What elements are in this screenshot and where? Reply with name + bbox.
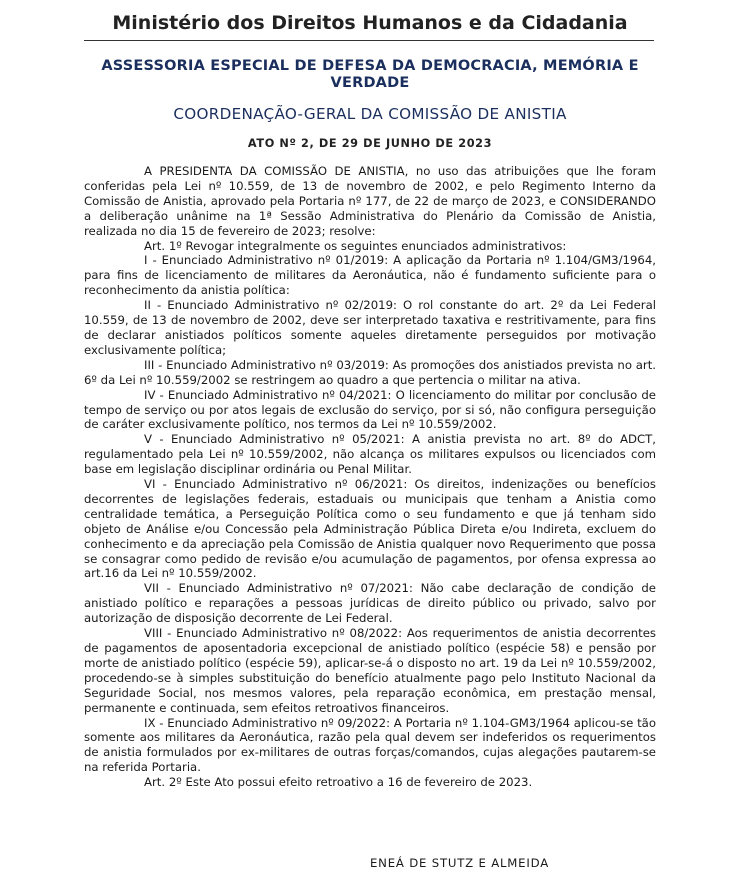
item-v: V - Enunciado Administrativo nº 05/2021: A anistia prevista no art. 8º do ADCT, regulamentado pela Lei nº 10.559/2002, não alcança os militares expulsos ou licenciados com base em legislação disciplinar ordinária ou Penal Militar. bbox=[84, 432, 656, 477]
item-ii: II - Enunciado Administrativo nº 02/2019: O rol constante do art. 2º da Lei Federal 10.559, de 13 de novembro de 2002, deve ser interpretado taxativa e restritivamente, para fins de declarar anistiados políticos somente aqueles diretamente perseguidos por motivação exclusivamente política; bbox=[84, 298, 656, 357]
item-ix: IX - Enunciado Administrativo nº 09/2022: A Portaria nº 1.104-GM3/1964 aplicou-se tão somente aos militares da Aeronáutica, razão pela qual devem ser indeferidos os requerimentos de anistia formulados por ex-militares de outras forças/comandos, cujas alegações pautarem-se na referida Portaria. bbox=[84, 715, 656, 775]
item-iii: III - Enunciado Administrativo nº 03/2019: As promoções dos anistiados prevista no art. 6º da Lei nº 10.559/2002 se restringem ao quadro a que pertencia o militar na ativa. bbox=[84, 357, 656, 387]
coordenacao-heading: COORDENAÇÃO-GERAL DA COMISSÃO DE ANISTIA bbox=[173, 105, 567, 123]
assessoria-heading: ASSESSORIA ESPECIAL DE DEFESA DA DEMOCRACIA, MEMÓRIA E VERDADE bbox=[101, 58, 639, 91]
item-i: I - Enunciado Administrativo nº 01/2019: A aplicação da Portaria nº 1.104/GM3/1964, para fins de licenciamento de militares da Aeronáutica, não é fundamento suficiente para o reconhecimento da anistia política: bbox=[84, 253, 656, 298]
ministry-title: Ministério dos Direitos Humanos e da Cidadania bbox=[112, 12, 628, 34]
article-2: Art. 2º Este Ato possui efeito retroativo a 16 de fevereiro de 2023. bbox=[144, 775, 533, 790]
item-iv: IV - Enunciado Administrativo nº 04/2021: O licenciamento do militar por conclusão de tempo de serviço ou por atos legais de exclusão do serviço, por si só, não configura perseguição de caráter exclusivamente político, nos termos da Lei nº 10.559/2002. bbox=[84, 387, 656, 432]
signature: ENEÁ DE STUTZ E ALMEIDA bbox=[370, 856, 550, 870]
article-1: Art. 1º Revogar integralmente os seguintes enunciados administrativos: bbox=[144, 238, 567, 253]
ato-title: ATO Nº 2, DE 29 DE JUNHO DE 2023 bbox=[247, 137, 493, 150]
item-vii: VII - Enunciado Administrativo nº 07/2021: Não cabe declaração de condição de anistiado político e reparações a pessoas jurídicas de direito público ou privado, salvo por autorização de disposição decorrente de Lei Federal. bbox=[84, 581, 656, 626]
document-body bbox=[84, 164, 656, 790]
item-vi: VI - Enunciado Administrativo nº 06/2021: Os direitos, indenizações ou benefícios decorrentes de legislações federais, estaduais ou municipais que tenham a Anistia como centralidade temática, a Perseguição Política como o seu fundamento e que já tenham sido objeto de Análise e/ou Concessão pela Administração Pública Direta e/ou Indireta, excluem do conhecimento e da apreciação pela Comissão de Anistia qualquer novo Requerimento que possa se consagrar como pedido de revisão e/ou acumulação de pagamentos, por ofensa expressa ao art.16 da Lei nº 10.559/2002. bbox=[84, 477, 656, 581]
header-divider bbox=[84, 40, 654, 41]
preamble-paragraph: A PRESIDENTA DA COMISSÃO DE ANISTIA, no uso das atribuições que lhe foram conferidas pela Lei nº 10.559, de 13 de novembro de 2002, e pelo Regimento Interno da Comissão de Anistia, aprovado pela Portaria nº 177, de 22 de março de 2023, e CONSIDERANDO a deliberação unânime na 1ª Sessão Administrativa do Plenário da Comissão de Anistia, realizada no dia 15 de fevereiro de 2023; resolve: bbox=[84, 164, 656, 238]
item-viii: VIII - Enunciado Administrativo nº 08/2022: Aos requerimentos de anistia decorrentes de pagamentos de aposentadoria excepcional de anistiado político (espécie 58) e pensão por morte de anistiado político (espécie 59), aplicar-se-á o disposto no art. 19 da Lei nº 10.559/2002, procedendo-se à simples substituição do benefício atualmente pago pelo Instituto Nacional da Seguridade Social, nos mesmos valores, pela reparação econômica, em prestação mensal, permanente e continuada, sem efeitos retroativos financeiros. bbox=[84, 626, 656, 715]
